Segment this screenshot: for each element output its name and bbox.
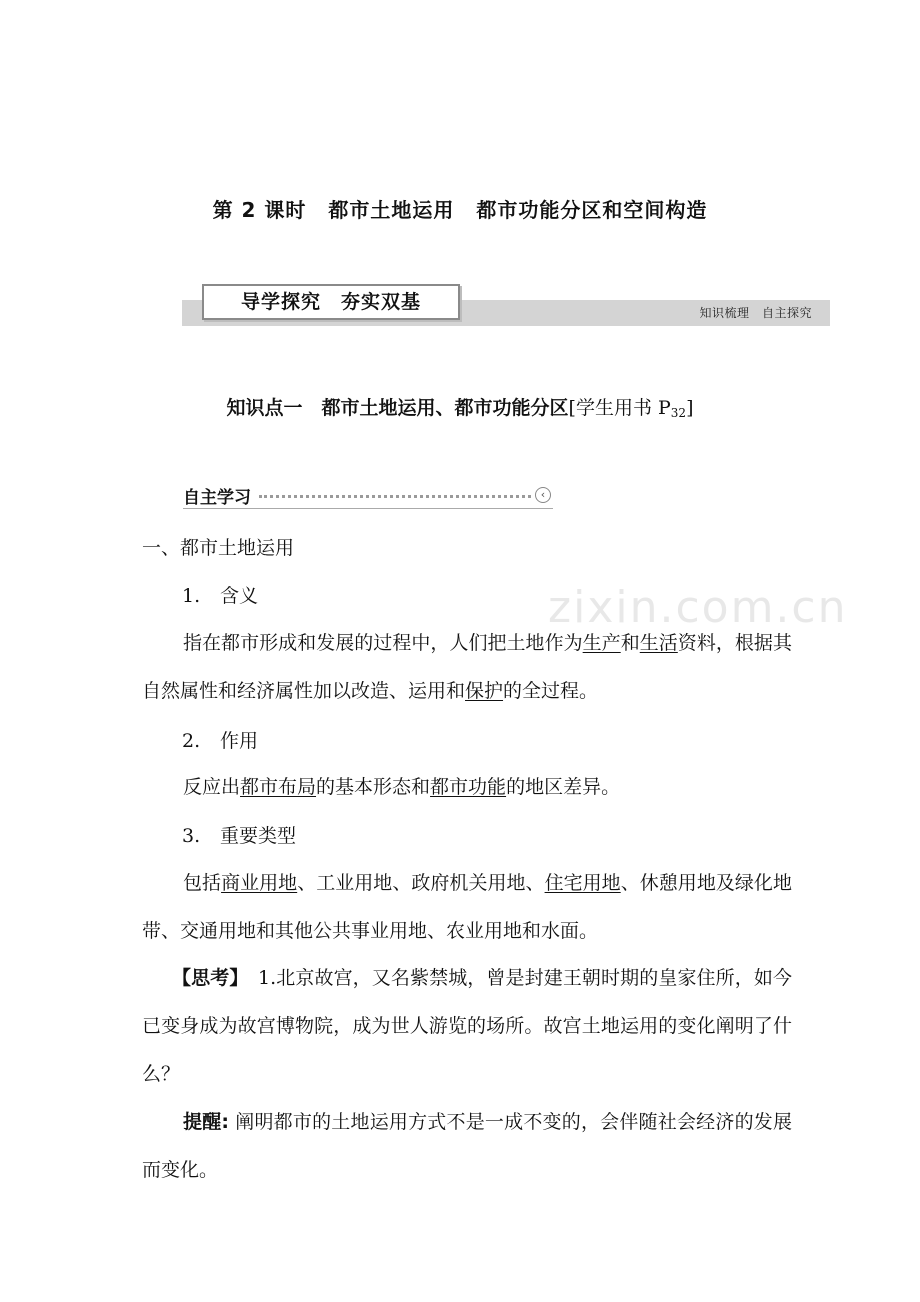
item-heading-function: 2. 作用 (182, 730, 259, 752)
kp-ref: [学生用书 $P_{32}$] (568, 397, 694, 420)
reminder-label: 提醒: (183, 1111, 230, 1133)
underline-divider (183, 508, 553, 509)
reminder-paragraph: 提醒: 阐明都市的土地运用方式不是一成不变的，会伴随社会经济的发展而变化。 (142, 1111, 792, 1181)
watermark: zixin.com.cn (548, 582, 848, 633)
think-label: 【思考】 (172, 967, 239, 989)
think-paragraph: 【思考】 1.北京故宫，又名紫禁城，曾是封建王朝时期的皇家住所，如今已变身成为故宫博物院，成为世人游览的场所。故宫土地运用的变化阐明了什么？ (142, 967, 792, 1085)
page-title (0, 194, 920, 223)
banner-box-label: 导学探究 夯实双基 (202, 284, 460, 320)
knowledge-point-heading (0, 393, 920, 420)
kp-title: 知识点一 都市土地运用、都市功能分区 (226, 397, 569, 419)
item-paragraph-function: 反应出都市布局的基本形态和都市功能的地区差异。 (183, 776, 621, 798)
dotted-divider (259, 495, 531, 498)
lesson-number: 第 2 课时 (212, 198, 307, 222)
item-heading-types: 3. 重要类型 (182, 825, 297, 847)
item-paragraph-types: 包括商业用地、工业用地、政府机关用地、住宅用地、休憩用地及绿化地带、交通用地和其他公共事业用地、农业用地和水面。 (142, 872, 792, 942)
section-heading: 一、都市土地运用 (142, 537, 295, 559)
chevron-left-icon: ‹ (535, 487, 551, 503)
lesson-topic-1: 都市土地运用 (328, 198, 455, 222)
item-heading-meaning: 1. 含义 (182, 585, 259, 607)
self-study-header (183, 483, 553, 511)
self-study-label: 自主学习 (183, 488, 251, 508)
banner-right-label: 知识梳理 自主探究 (699, 306, 812, 320)
item-paragraph-meaning: 指在都市形成和发展的过程中，人们把土地作为生产和生活资料，根据其自然属性和经济属性加以改造、运用和保护的全过程。 (142, 632, 792, 702)
section-banner (182, 284, 830, 326)
lesson-topic-2: 都市功能分区和空间构造 (476, 198, 708, 222)
